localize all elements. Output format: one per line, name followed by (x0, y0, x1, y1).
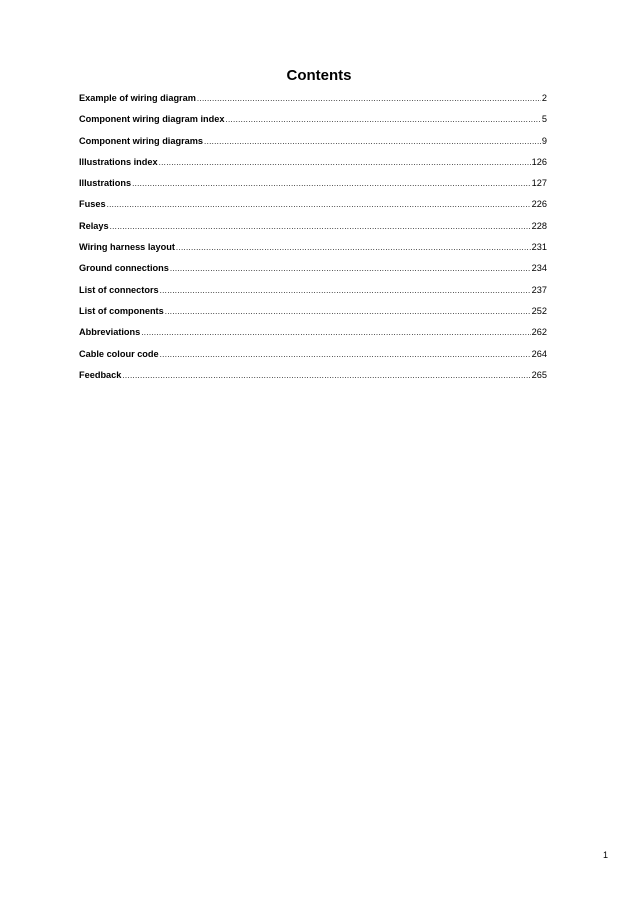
toc-entry-wiring-harness-layout[interactable] (79, 241, 547, 262)
toc-dot-leader (197, 93, 541, 105)
toc-dot-leader (160, 349, 531, 361)
toc-entry-page[interactable]: 9 (541, 135, 547, 146)
toc-entry-page[interactable]: 228 (531, 220, 547, 231)
toc-dot-leader (132, 178, 531, 190)
toc-entry-label[interactable]: Relays (79, 220, 109, 231)
toc-dot-leader (122, 370, 530, 382)
toc-entry-label[interactable]: Component wiring diagram index (79, 114, 225, 125)
toc-dot-leader (176, 242, 531, 254)
toc-entry-abbreviations[interactable] (79, 326, 547, 347)
toc-entry-page[interactable]: 5 (541, 114, 547, 125)
toc-entry-example-of-wiring-diagram[interactable] (79, 92, 547, 113)
toc-entry-page[interactable]: 262 (531, 327, 547, 338)
toc-entry-label[interactable]: Illustrations index (79, 156, 158, 167)
toc-entry-label[interactable]: List of components (79, 305, 164, 316)
toc-entry-label[interactable]: Ground connections (79, 263, 169, 274)
toc-entry-page[interactable]: 127 (531, 178, 547, 189)
toc-dot-leader (170, 263, 531, 275)
toc-dot-leader (165, 306, 531, 318)
toc-entry-label[interactable]: Fuses (79, 199, 106, 210)
toc-dot-leader (159, 157, 531, 169)
toc-entry-relays[interactable] (79, 220, 547, 241)
toc-entry-label[interactable]: Cable colour code (79, 348, 159, 359)
toc-entry-ground-connections[interactable] (79, 262, 547, 283)
toc-dot-leader (107, 199, 531, 211)
toc-entry-label[interactable]: Feedback (79, 369, 122, 380)
toc-entry-label[interactable]: Component wiring diagrams (79, 135, 204, 146)
toc-entry-page[interactable]: 231 (531, 242, 547, 253)
toc-dot-leader (110, 221, 531, 233)
toc-entry-page[interactable]: 264 (531, 348, 547, 359)
toc-entry-component-wiring-diagrams[interactable] (79, 135, 547, 156)
toc-entry-label[interactable]: Illustrations (79, 178, 132, 189)
toc-entry-illustrations[interactable] (79, 177, 547, 198)
toc-entry-label[interactable]: List of connectors (79, 284, 159, 295)
toc-entry-illustrations-index[interactable] (79, 156, 547, 177)
toc-entry-page[interactable]: 2 (541, 93, 547, 103)
toc-dot-leader (225, 114, 540, 126)
toc-entry-page[interactable]: 265 (531, 369, 547, 380)
toc-entry-page[interactable]: 234 (531, 263, 547, 274)
toc-entry-page[interactable]: 252 (531, 305, 547, 316)
page-title: Contents (286, 67, 352, 84)
table-of-contents (79, 92, 547, 390)
toc-entry-fuses[interactable] (79, 198, 547, 219)
toc-entry-feedback[interactable] (79, 369, 547, 390)
toc-entry-cable-colour-code[interactable] (79, 348, 547, 369)
toc-dot-leader (141, 327, 530, 339)
toc-entry-component-wiring-diagram-index[interactable] (79, 113, 547, 134)
toc-entry-page[interactable]: 126 (531, 156, 547, 167)
toc-entry-list-of-components[interactable] (79, 305, 547, 326)
toc-entry-label[interactable]: Abbreviations (79, 327, 141, 338)
toc-dot-leader (160, 285, 531, 297)
toc-entry-label[interactable]: Wiring harness layout (79, 242, 175, 253)
toc-dot-leader (204, 136, 541, 148)
toc-entry-page[interactable]: 226 (531, 199, 547, 210)
toc-entry-label[interactable]: Example of wiring diagram (79, 93, 196, 103)
page-number: 1 (602, 850, 608, 860)
toc-entry-list-of-connectors[interactable] (79, 284, 547, 305)
toc-entry-page[interactable]: 237 (531, 284, 547, 295)
